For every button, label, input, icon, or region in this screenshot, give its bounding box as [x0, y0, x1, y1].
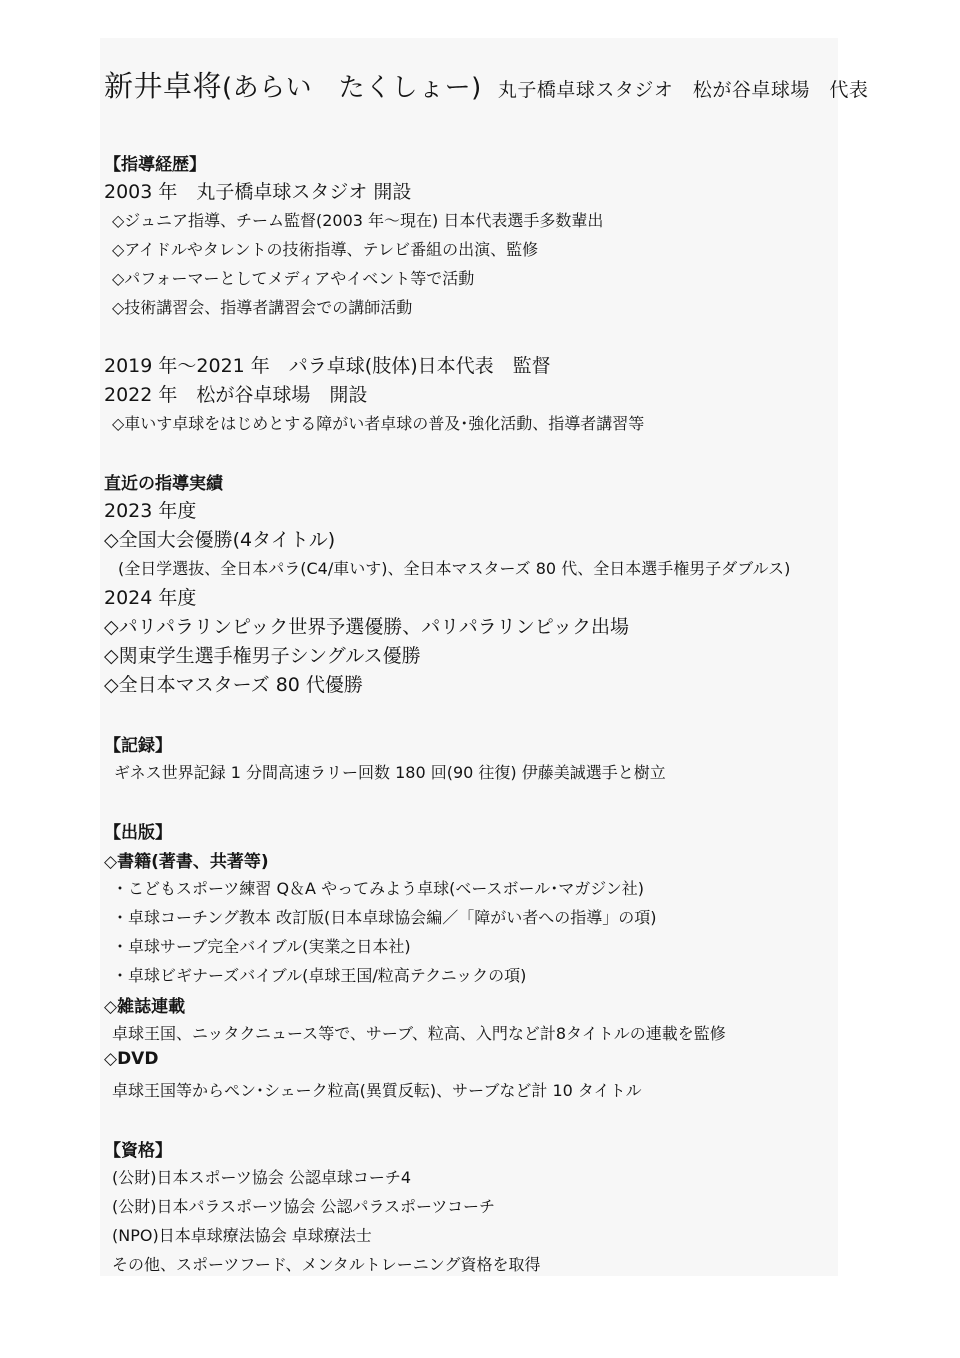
book-item: ・卓球コーチング教本 改訂版(日本卓球協会編／「障がい者への指導」の項): [112, 908, 657, 927]
book-item: ・卓球ビギナーズバイブル(卓球王国/粒高テクニックの項): [112, 966, 527, 985]
record-line: ギネス世界記録 1 分間高速ラリー回数 180 回(90 往復) 伊藤美誠選手と樹立: [114, 763, 666, 782]
section-heading-coaching-history: 【指導経歴】: [104, 155, 206, 175]
results-item: ◇全日本マスターズ 80 代優勝: [104, 674, 363, 696]
results-item: ◇関東学生選手権男子シングルス優勝: [104, 645, 421, 667]
history-line-2003: 2003 年 丸子橋卓球スタジオ 開設: [104, 181, 412, 203]
results-year-2023: 2023 年度: [104, 500, 197, 522]
history-bullet: ◇パフォーマーとしてメディアやイベント等で活動: [112, 269, 475, 288]
dvd-heading: ◇DVD: [104, 1049, 159, 1069]
section-heading-records: 【記録】: [104, 736, 172, 756]
qualification-item: (公財)日本スポーツ協会 公認卓球コーチ4: [112, 1168, 412, 1187]
section-heading-publications: 【出版】: [104, 823, 172, 843]
section-heading-qualifications: 【資格】: [104, 1141, 172, 1161]
qualification-item: (公財)日本パラスポーツ協会 公認パラスポーツコーチ: [112, 1197, 496, 1216]
affiliation: 丸子橋卓球スタジオ 松が谷卓球場 代表: [497, 79, 869, 101]
results-year-2024: 2024 年度: [104, 587, 197, 609]
magazine-item: 卓球王国、ニッタクニュース等で、サーブ、粒高、入門など計8タイトルの連載を監修: [112, 1024, 726, 1043]
history-line-2019: 2019 年～2021 年 パラ卓球(肢体)日本代表 監督: [104, 355, 551, 377]
book-item: ・卓球サーブ完全バイブル(実業之日本社): [112, 937, 411, 956]
name-reading: (あらい たくしょー): [222, 73, 482, 103]
qualification-item: (NPO)日本卓球療法協会 卓球療法士: [112, 1226, 372, 1245]
person-name: 新井卓将: [104, 69, 223, 103]
results-item: ◇パリパラリンピック世界予選優勝、パリパラリンピック出場: [104, 616, 629, 638]
history-bullet: ◇技術講習会、指導者講習会での講師活動: [112, 298, 413, 317]
book-item: ・こどもスポーツ練習 Q＆A やってみよう卓球(ベースボール･マガジン社): [112, 879, 645, 898]
dvd-item: 卓球王国等からペン･シェーク粒高(異質反転)、サーブなど計 10 タイトル: [112, 1081, 642, 1100]
results-item: ◇全国大会優勝(4タイトル): [104, 529, 336, 551]
qualification-item: その他、スポーツフード、メンタルトレーニング資格を取得: [112, 1255, 541, 1274]
results-detail: (全日学選抜、全日本パラ(C4/車いす)、全日本マスターズ 80 代、全日本選手権男子ダブルス): [118, 559, 791, 578]
history-bullet: ◇車いす卓球をはじめとする障がい者卓球の普及･強化活動、指導者講習等: [112, 414, 645, 433]
books-heading: ◇書籍(著書、共著等): [104, 852, 269, 872]
history-line-2022: 2022 年 松が谷卓球場 開設: [104, 384, 368, 406]
magazine-heading: ◇雑誌連載: [104, 997, 186, 1017]
history-bullet: ◇アイドルやタレントの技術指導、テレビ番組の出演、監修: [112, 240, 539, 259]
history-bullet: ◇ジュニア指導、チーム監督(2003 年～現在) 日本代表選手多数輩出: [112, 211, 604, 230]
page-title: [104, 64, 868, 105]
section-heading-recent-results: 直近の指導実績: [104, 474, 223, 494]
